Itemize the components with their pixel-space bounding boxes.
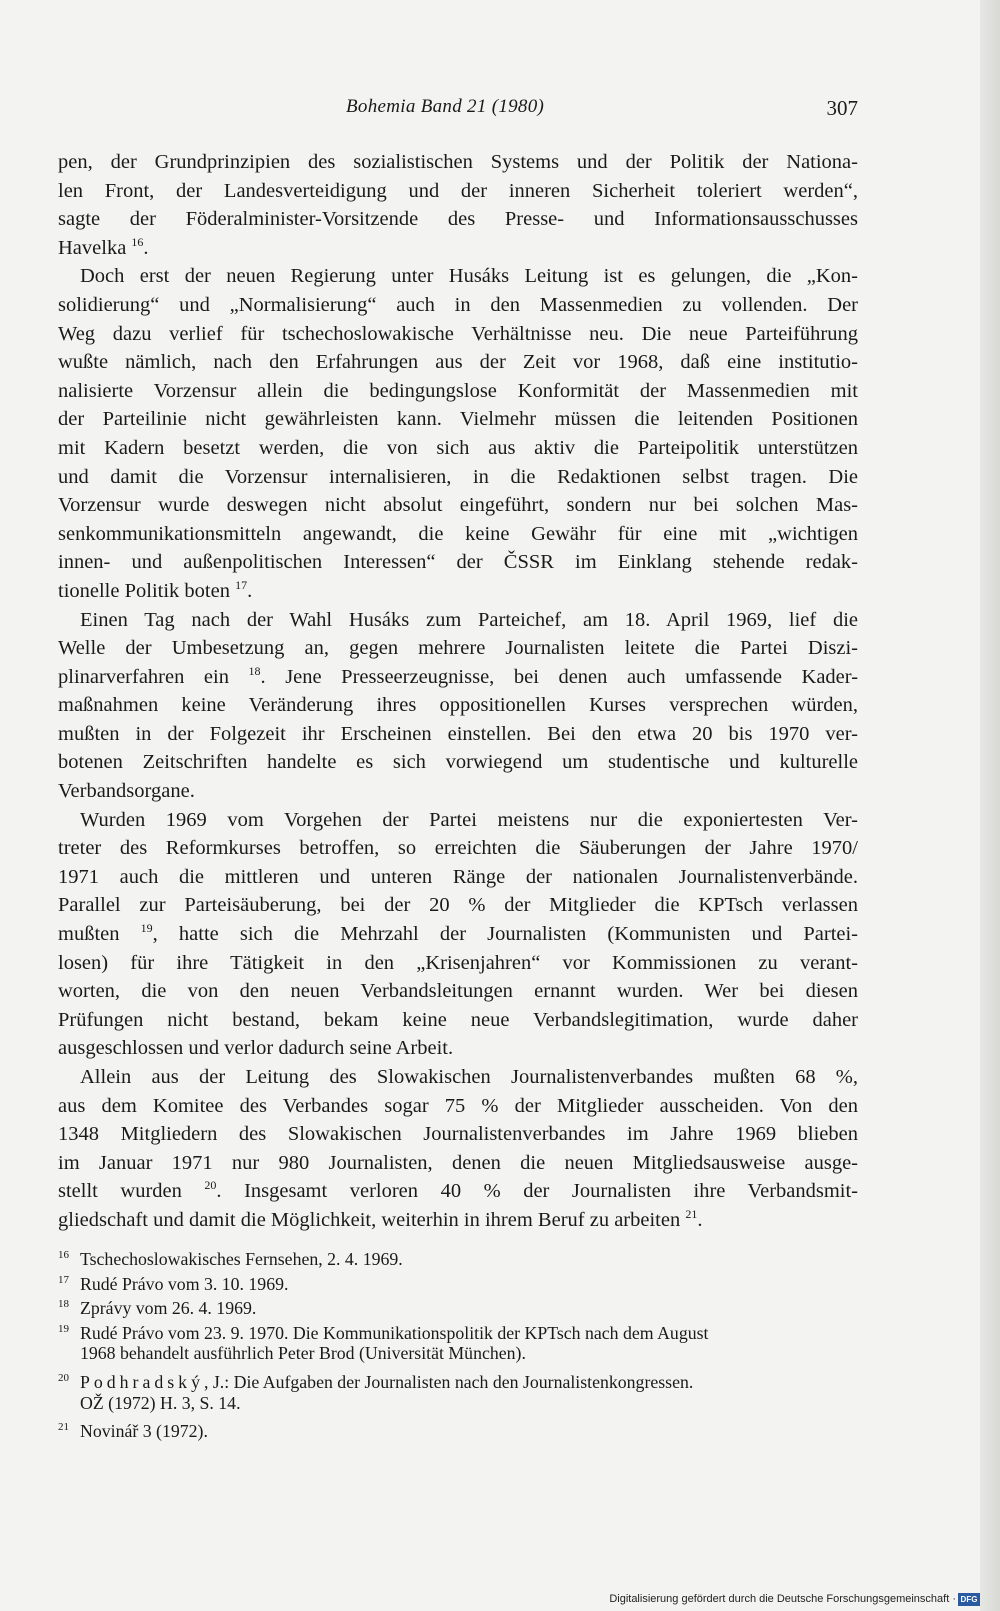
dfg-logo: DFG xyxy=(958,1593,980,1606)
text-line: 1348 Mitgliedern des Slowakischen Journalistenverbandes im Jahre 1969 blieben xyxy=(58,1123,858,1146)
body-text xyxy=(58,148,858,1235)
text-line: Einen Tag nach der Wahl Husáks zum Parteichef, am 18. April 1969, lief die xyxy=(80,608,858,631)
footnote-21 xyxy=(58,1415,858,1440)
text-line: wußte nämlich, nach den Erfahrungen aus der Zeit vor 1968, daß eine institutio- xyxy=(58,351,858,374)
text-line: tionelle Politik boten $^{17}$. xyxy=(58,577,253,602)
footnote-ref: 18 xyxy=(248,663,261,678)
text-line: pen, der Grundprinzipien des sozialistischen Systems und der Politik der Nationa- xyxy=(58,151,858,173)
footnote-19-continued: 1968 behandelt ausführlich Peter Brod (Universität München). xyxy=(80,1343,526,1364)
text-line: stellt wurden $^{20}$. Insgesamt verloren 40 % der Journalisten ihre Verbandsmit- xyxy=(58,1178,859,1203)
text-line: plinarverfahren ein $^{18}$. Jene Presseerzeugnisse, bei denen auch umfassende Kader- xyxy=(58,663,859,688)
text-line: Wurden 1969 vom Vorgehen der Partei meistens nur die exponiertesten Ver- xyxy=(80,808,858,831)
text-line: 1971 auch die mittleren und unteren Ränge der nationalen Journalistenverbände. xyxy=(58,865,858,888)
text-line: botenen Zeitschriften handelte es sich vorwiegend um studentische und kulturelle xyxy=(58,751,858,774)
text-line: sagte der Föderalminister-Vorsitzende des Presse- und Informationsausschusses xyxy=(58,208,858,231)
footnote-author: Podhradský xyxy=(80,1371,204,1392)
footnote-text: Rudé Právo vom 3. 10. 1969. xyxy=(80,1273,289,1294)
text-line: innen- und außenpolitischen Interessen“ der ČSSR im Einklang stehende redak- xyxy=(58,551,858,574)
text-line: losen) für ihre Tätigkeit in den „Krisenjahren“ vor Kommissionen zu verant- xyxy=(58,951,858,974)
footnote-number: 17 xyxy=(58,1273,69,1286)
text-line: Verbandsorgane. xyxy=(58,780,195,803)
footnote-number: 16 xyxy=(58,1249,69,1261)
text-line: Weg dazu verlief für tschechoslowakische Verhältnisse neu. Die neue Parteiführung xyxy=(58,322,858,345)
footnote-20-continued: OŽ (1972) H. 3, S. 14. xyxy=(80,1392,241,1413)
page-header xyxy=(58,96,858,126)
text-line: nalisierte Vorzensur allein die bedingungslose Konformität der Massenmedien mit xyxy=(58,379,858,402)
text-line: gliedschaft und damit die Möglichkeit, weiterhin in ihrem Beruf zu arbeiten $^{21}$. xyxy=(58,1206,703,1231)
text-line: solidierung“ und „Normalisierung“ auch in den Massenmedien zu vollenden. Der xyxy=(58,293,858,316)
footnote-text: Tschechoslowakisches Fernsehen, 2. 4. 1969. xyxy=(80,1249,403,1269)
text-line: aus dem Komitee des Verbandes sogar 75 % der Mitglieder ausscheiden. Von den xyxy=(58,1094,858,1117)
footnote-text: , J.: Die Aufgaben der Journalisten nach den Journalistenkongressen. xyxy=(203,1371,694,1392)
text-line: worten, die von den neuen Verbandsleitungen ernannt wurden. Wer bei diesen xyxy=(58,980,858,1003)
footnote-number: 20 xyxy=(58,1371,69,1384)
text-line: senkommunikationsmitteln angewandt, die keine Gewähr für eine mit „wichtigen xyxy=(58,522,858,545)
footnote-18 xyxy=(58,1292,858,1317)
footnote-text: Zprávy vom 26. 4. 1969. xyxy=(80,1298,257,1319)
text-line: mußten in der Folgezeit ihr Erscheinen einstellen. Bei den etwa 20 bis 1970 ver- xyxy=(58,722,858,745)
text-line: Vorzensur wurde deswegen nicht absolut eingeführt, sondern nur bei solchen Mas- xyxy=(58,494,858,517)
text-line: im Januar 1971 nur 980 Journalisten, denen die neuen Mitgliedsausweise ausge- xyxy=(58,1151,858,1174)
text-line: Parallel zur Parteisäuberung, bei der 20 % der Mitglieder die KPTsch verlassen xyxy=(58,894,858,917)
footnote-16 xyxy=(58,1243,858,1268)
text-line: Welle der Umbesetzung an, gegen mehrere Journalisten leitete die Partei Diszi- xyxy=(58,637,858,660)
footnote-ref: 16 xyxy=(131,234,144,249)
footnote-20 xyxy=(58,1366,858,1391)
running-head: Bohemia Band 21 (1980) xyxy=(346,96,545,117)
footnote-ref: 17 xyxy=(235,577,248,592)
footnote-17 xyxy=(58,1268,858,1293)
footnote-text: Rudé Právo vom 23. 9. 1970. Die Kommunikationspolitik der KPTsch nach dem August xyxy=(80,1322,709,1343)
text-line: len Front, der Landesverteidigung und der inneren Sicherheit toleriert werden“, xyxy=(58,179,858,202)
text-line: mit Kadern besetzt werden, die von sich aus aktiv die Parteipolitik unterstützen xyxy=(58,436,858,459)
text-line: maßnahmen keine Veränderung ihres oppositionellen Kurses versprechen würden, xyxy=(58,694,858,717)
text-line: mußten $^{19}$, hatte sich die Mehrzahl der Journalisten (Kommunisten und Partei- xyxy=(58,921,859,946)
text-line: Doch erst der neuen Regierung unter Husáks Leitung ist es gelungen, die „Kon- xyxy=(80,265,858,288)
text-line: und damit die Vorzensur internalisieren, in die Redaktionen selbst tragen. Die xyxy=(58,465,858,488)
text-line: Havelka $^{16}$. xyxy=(58,234,149,259)
footnote-ref: 21 xyxy=(685,1206,698,1221)
digitization-credit: Digitalisierung gefördert durch die Deutsche Forschungsgemeinschaft · xyxy=(609,1593,956,1605)
text-line: ausgeschlossen und verlor dadurch seine Arbeit. xyxy=(58,1037,454,1060)
footnotes xyxy=(58,1243,858,1440)
footnote-text: Novinář 3 (1972). xyxy=(80,1421,208,1442)
footnote-19 xyxy=(58,1317,858,1342)
footnote-ref: 20 xyxy=(204,1178,217,1193)
text-line: der Parteilinie nicht gewährleisten kann. Vielmehr müssen die leitenden Positionen xyxy=(58,408,858,431)
text-line: treter des Reformkurses betroffen, so erreichten die Säuberungen der Jahre 1970/ xyxy=(58,837,858,860)
footnote-number: 18 xyxy=(58,1298,69,1311)
page-number: 307 xyxy=(826,96,858,120)
text-line: Prüfungen nicht bestand, bekam keine neue Verbandslegitimation, wurde daher xyxy=(58,1008,858,1031)
page-edge xyxy=(980,0,1000,1611)
footnote-number: 19 xyxy=(58,1322,69,1335)
text-line: Allein aus der Leitung des Slowakischen Journalistenverbandes mußten 68 %, xyxy=(80,1066,858,1088)
footnote-ref: 19 xyxy=(140,921,153,936)
footnote-number: 21 xyxy=(58,1421,69,1434)
